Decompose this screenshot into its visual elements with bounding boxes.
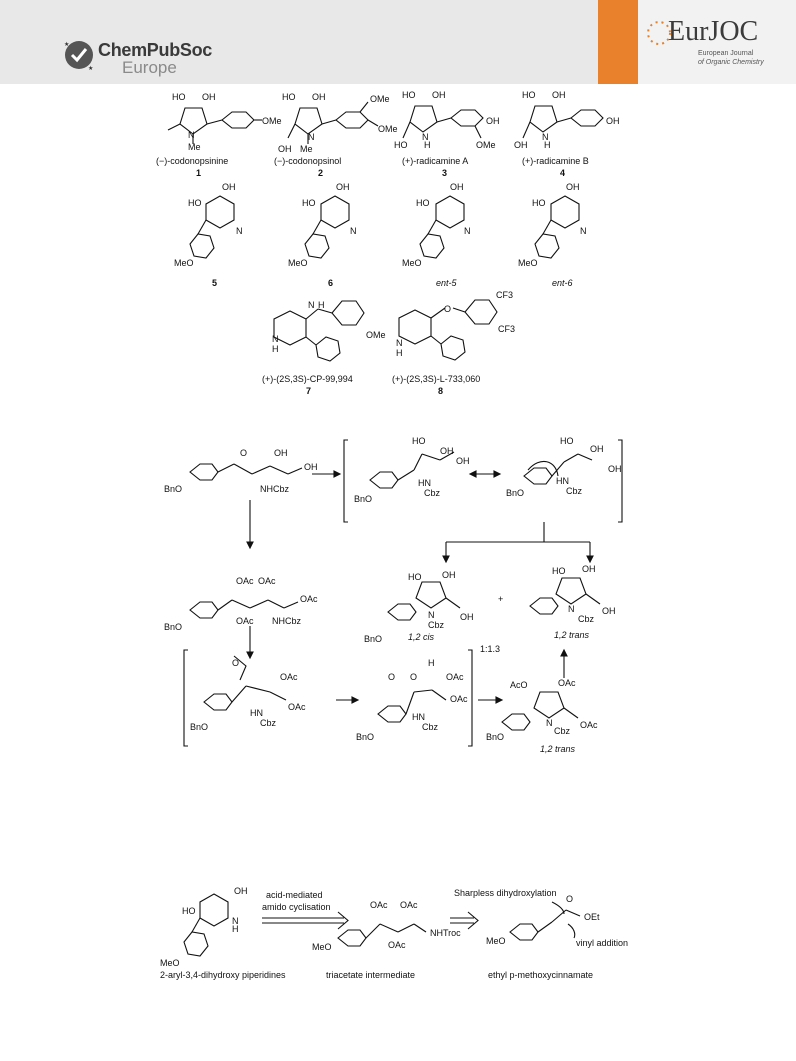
atom-label: N xyxy=(422,132,429,142)
group-label: OAc xyxy=(388,940,406,950)
atom-label: HO xyxy=(172,92,186,102)
group-label: OH xyxy=(456,456,470,466)
group-label: BnO xyxy=(164,622,183,632)
group-label: N xyxy=(232,916,239,926)
atom-label: MeO xyxy=(174,258,194,268)
atom-label: MeO xyxy=(288,258,308,268)
atom-label: H xyxy=(424,140,431,150)
group-label: H xyxy=(428,658,435,668)
atom-label: OH xyxy=(486,116,500,126)
journal-sub1: European Journal xyxy=(698,50,754,57)
atom-label: OMe xyxy=(366,330,386,340)
group-label: MeO xyxy=(312,942,332,952)
group-label: OH xyxy=(602,606,616,616)
compound-number: 6 xyxy=(328,278,334,288)
atom-label: OH xyxy=(336,182,350,192)
group-label: OAc xyxy=(258,576,276,586)
atom-label: OMe xyxy=(370,94,390,104)
group-label: Cbz xyxy=(260,718,277,728)
group-label: HO xyxy=(412,436,426,446)
figure-3-retrosynthesis xyxy=(160,880,630,980)
compound-name: (+)-(2S,3S)-CP-99,994 xyxy=(262,374,353,384)
group-label: Cbz xyxy=(422,722,439,732)
atom-label: CF3 xyxy=(498,324,516,334)
group-label: OAc xyxy=(450,694,468,704)
group-label: OH xyxy=(274,448,288,458)
atom-label: N xyxy=(188,130,195,140)
compound-number: ent-6 xyxy=(552,278,573,288)
journal-header xyxy=(0,0,796,84)
atom-label: N xyxy=(580,226,587,236)
group-label: BnO xyxy=(356,732,375,742)
svg-text:★: ★ xyxy=(64,42,70,48)
step-label: amido cyclisation xyxy=(262,902,331,912)
atom-label: HO xyxy=(394,140,408,150)
atom-label: CF3 xyxy=(496,290,514,300)
group-label: OH xyxy=(608,464,622,474)
atom-label: MeO xyxy=(518,258,538,268)
atom-label: N xyxy=(464,226,471,236)
group-label: BnO xyxy=(190,722,209,732)
figure-1-structures xyxy=(150,86,670,406)
group-label: HO xyxy=(560,436,574,446)
atom-label: HO xyxy=(532,198,546,208)
group-label: OH xyxy=(234,886,248,896)
group-label: OAc xyxy=(300,594,318,604)
atom-label: OH xyxy=(566,182,580,192)
structure-7 xyxy=(274,301,364,361)
atom-label: OMe xyxy=(476,140,496,150)
atom-label: OMe xyxy=(262,116,282,126)
group-label: OH xyxy=(582,564,596,574)
atom-label: N xyxy=(236,226,243,236)
group-label: Cbz xyxy=(554,726,571,736)
group-label: N xyxy=(568,604,575,614)
stereo-label: 1,2 trans xyxy=(540,744,576,754)
publisher-sub: Europe xyxy=(122,58,177,77)
atom-label: HO xyxy=(282,92,296,102)
publisher-name: ChemPubSoc xyxy=(98,40,213,60)
group-label: Cbz xyxy=(428,620,445,630)
group-label: HO xyxy=(408,572,422,582)
group-label: OAc xyxy=(446,672,464,682)
group-label: NHCbz xyxy=(272,616,302,626)
plus-sign: + xyxy=(498,594,504,604)
group-label: Cbz xyxy=(566,486,583,496)
atom-label: OH xyxy=(222,182,236,192)
compound-number: 4 xyxy=(560,168,566,178)
atom-label: OH xyxy=(514,140,528,150)
group-label: OEt xyxy=(584,912,600,922)
group-label: BnO xyxy=(354,494,373,504)
group-label: Cbz xyxy=(424,488,441,498)
compound-name: (−)-codonopsinol xyxy=(274,156,342,166)
atom-label: H xyxy=(396,348,403,358)
compound-number: 2 xyxy=(318,168,324,178)
group-label: OAc xyxy=(236,616,254,626)
compound-number: 7 xyxy=(306,386,312,396)
group-label: OH xyxy=(590,444,604,454)
ratio-label: 1:1.3 xyxy=(480,644,501,654)
atom-label: HO xyxy=(402,90,416,100)
journal-title: EurJOC xyxy=(668,16,759,47)
structure-3 xyxy=(403,106,483,138)
group-label: HN xyxy=(418,478,431,488)
arrowhead xyxy=(334,471,340,477)
group-label: H xyxy=(232,924,239,934)
group-label: HN xyxy=(412,712,425,722)
atom-label: HO xyxy=(522,90,536,100)
group-label: OH xyxy=(304,462,318,472)
group-label: HN xyxy=(556,476,569,486)
structure-2 xyxy=(288,102,378,144)
group-label: BnO xyxy=(164,484,183,494)
group-label: NHTroc xyxy=(430,928,461,938)
atom-label: HO xyxy=(302,198,316,208)
atom-label: N xyxy=(308,300,315,310)
journal-sub2: of Organic Chemistry xyxy=(698,59,764,66)
group-label: O xyxy=(410,672,418,682)
group-label: OAc xyxy=(236,576,254,586)
group-label: MeO xyxy=(486,936,506,946)
step-label: vinyl addition xyxy=(576,938,629,948)
atom-label: MeO xyxy=(402,258,422,268)
compound-number: 3 xyxy=(442,168,448,178)
structure-4 xyxy=(523,106,603,138)
atom-label: OMe xyxy=(378,124,398,134)
group-label: O xyxy=(566,894,574,904)
group-label: OAc xyxy=(280,672,298,682)
group-label: BnO xyxy=(364,634,383,644)
atom-label: N xyxy=(272,334,279,344)
group-label: OAc xyxy=(400,900,418,910)
atom-label: N xyxy=(396,338,403,348)
stereo-label: 1,2 cis xyxy=(408,632,435,642)
group-label: HO xyxy=(552,566,566,576)
group-label: O xyxy=(240,448,248,458)
compound-number: 5 xyxy=(212,278,218,288)
group-label: N xyxy=(428,610,435,620)
group-label: OH xyxy=(460,612,474,622)
figure-2-mechanism xyxy=(160,430,630,760)
stereo-label: 1,2 trans xyxy=(554,630,590,640)
atom-label: OH xyxy=(606,116,620,126)
atom-label: O xyxy=(444,304,452,314)
journal-accent-tab xyxy=(598,0,638,84)
chempubsoc-logo xyxy=(62,36,212,76)
atom-label: HO xyxy=(416,198,430,208)
group-label: N xyxy=(546,718,553,728)
group-label: OAc xyxy=(288,702,306,712)
atom-label: H xyxy=(544,140,551,150)
group-label: BnO xyxy=(486,732,505,742)
atom-label: OH xyxy=(432,90,446,100)
group-label: OAc xyxy=(580,720,598,730)
group-label: Cbz xyxy=(578,614,595,624)
atom-label: H xyxy=(272,344,279,354)
group-label: AcO xyxy=(510,680,528,690)
atom-label: N xyxy=(308,132,315,142)
compound-name: (+)-radicamine A xyxy=(402,156,469,166)
structure-1 xyxy=(168,108,262,144)
group-label: O xyxy=(388,672,396,682)
group-label: O xyxy=(232,658,240,668)
caption-right: ethyl p-methoxycinnamate xyxy=(488,970,594,980)
atom-label: N xyxy=(542,132,549,142)
group-label: OAc xyxy=(558,678,576,688)
atom-label: Me xyxy=(300,144,313,154)
compound-number: 8 xyxy=(438,386,444,396)
svg-text:★: ★ xyxy=(88,66,94,72)
atom-label: OH xyxy=(278,144,292,154)
journal-box xyxy=(638,0,796,84)
compound-number: ent-5 xyxy=(436,278,457,288)
compound-name: (+)-(2S,3S)-L-733,060 xyxy=(392,374,481,384)
atom-label: OH xyxy=(450,182,464,192)
atom-label: N xyxy=(350,226,357,236)
group-label: OAc xyxy=(370,900,388,910)
group-label: OH xyxy=(442,570,456,580)
step-label: Sharpless dihydroxylation xyxy=(454,888,557,898)
group-label: HO xyxy=(182,906,196,916)
atom-label: H xyxy=(318,300,325,310)
step-label: acid-mediated xyxy=(266,890,323,900)
atom-label: Me xyxy=(188,142,201,152)
star-circle-icon xyxy=(62,38,96,72)
group-label: OH xyxy=(440,446,454,456)
atom-label: HO xyxy=(188,198,202,208)
group-label: BnO xyxy=(506,488,525,498)
group-label: HN xyxy=(250,708,263,718)
compound-name: (+)-radicamine B xyxy=(522,156,589,166)
caption-left: 2-aryl-3,4-dihydroxy piperidines xyxy=(160,970,286,980)
atom-label: OH xyxy=(202,92,216,102)
caption-mid: triacetate intermediate xyxy=(326,970,416,980)
eurjoc-logo xyxy=(598,0,796,84)
compound-number: 1 xyxy=(196,168,202,178)
atom-label: OH xyxy=(552,90,566,100)
atom-label: OH xyxy=(312,92,326,102)
group-label: NHCbz xyxy=(260,484,290,494)
compound-name: (−)-codonopsinine xyxy=(156,156,229,166)
group-label: MeO xyxy=(160,958,180,968)
